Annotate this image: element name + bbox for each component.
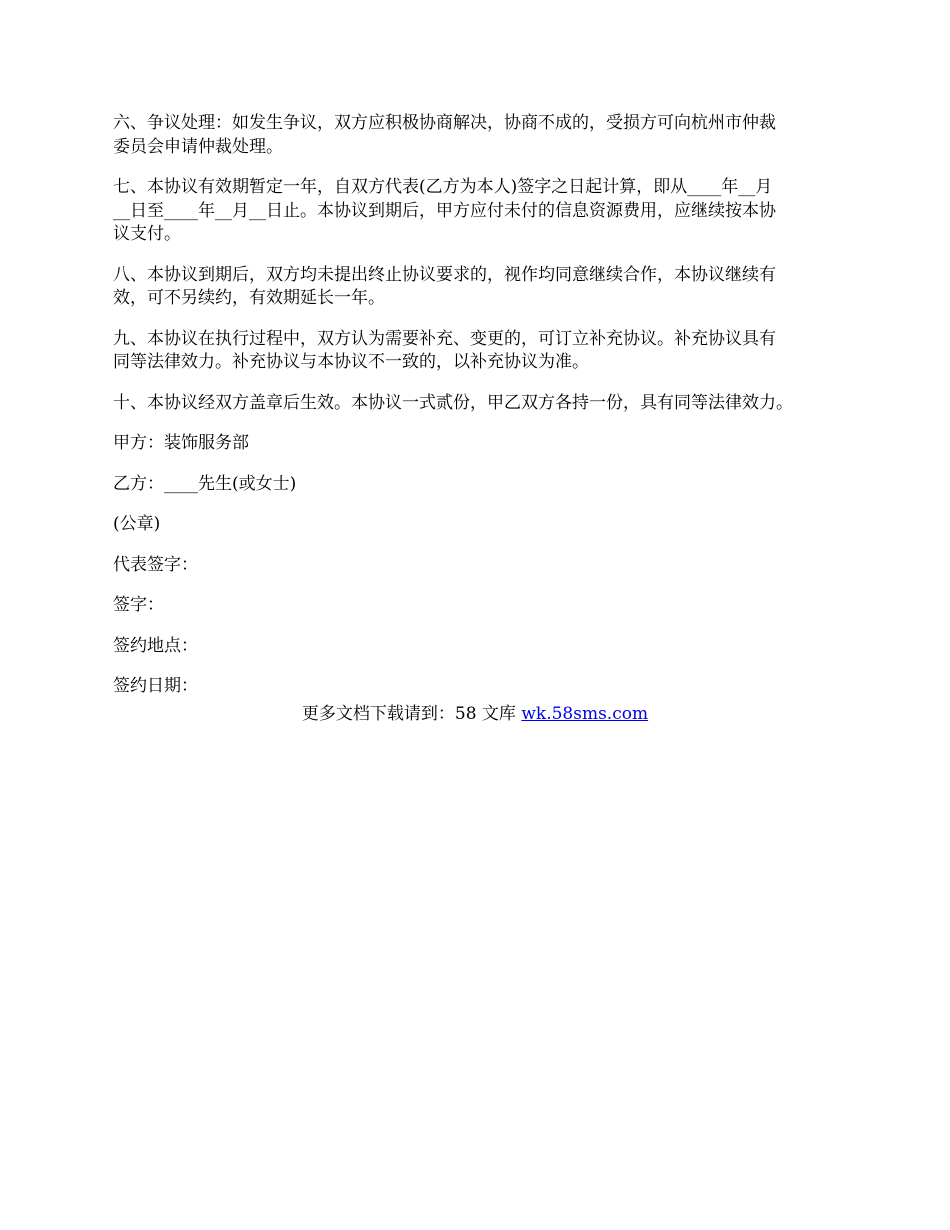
party-a-label: 甲方：装饰服务部 xyxy=(113,433,249,453)
clause-9 xyxy=(113,328,858,375)
clause-10 xyxy=(113,392,858,416)
clause-line: 九、本协议在执行过程中，双方认为需要补充、变更的，可订立补充协议。补充协议具有 xyxy=(113,328,776,349)
clause-line: 六、争议处理：如发生争议，双方应积极协商解决，协商不成的，受损方可向杭州市仲裁 xyxy=(113,113,776,133)
seal-label: (公章) xyxy=(113,514,161,534)
clause-line: 七、本协议有效期暂定一年，自双方代表(乙方为本人)签字之日起计算，即从____年__月 xyxy=(113,177,773,197)
signing-place-label: 签约地点： xyxy=(113,635,198,656)
clause-line: 十、本协议经双方盖章后生效。本协议一式贰份，甲乙双方各持一份，具有同等法律效力。 xyxy=(113,392,793,413)
signature-label: 签字： xyxy=(113,595,164,615)
representative-signature-label: 代表签字： xyxy=(113,554,198,575)
clause-line: 委员会申请仲裁处理。 xyxy=(113,136,283,157)
clause-line: 效，可不另续约，有效期延长一年。 xyxy=(113,288,385,308)
party-b-label: 乙方：____先生(或女士) xyxy=(113,473,297,494)
clause-8 xyxy=(113,264,858,311)
download-footer xyxy=(0,703,950,726)
document-body xyxy=(113,112,858,716)
clause-6 xyxy=(113,112,858,159)
signing-date-label: 签约日期： xyxy=(113,676,198,696)
clause-line: 同等法律效力。补充协议与本协议不一致的，以补充协议为准。 xyxy=(113,352,589,372)
clause-line: 八、本协议到期后，双方均未提出终止协议要求的，视作均同意继续合作，本协议继续有 xyxy=(113,264,776,285)
clause-line: __日至____年__月__日止。本协议到期后，甲方应付未付的信息资源费用，应继续按本协 xyxy=(113,200,776,221)
clause-7 xyxy=(113,176,858,247)
footer-text: 更多文档下载请到：58 文库 xyxy=(301,704,522,724)
footer-link[interactable]: wk.58sms.com xyxy=(521,704,649,724)
clause-line: 议支付。 xyxy=(113,224,181,244)
